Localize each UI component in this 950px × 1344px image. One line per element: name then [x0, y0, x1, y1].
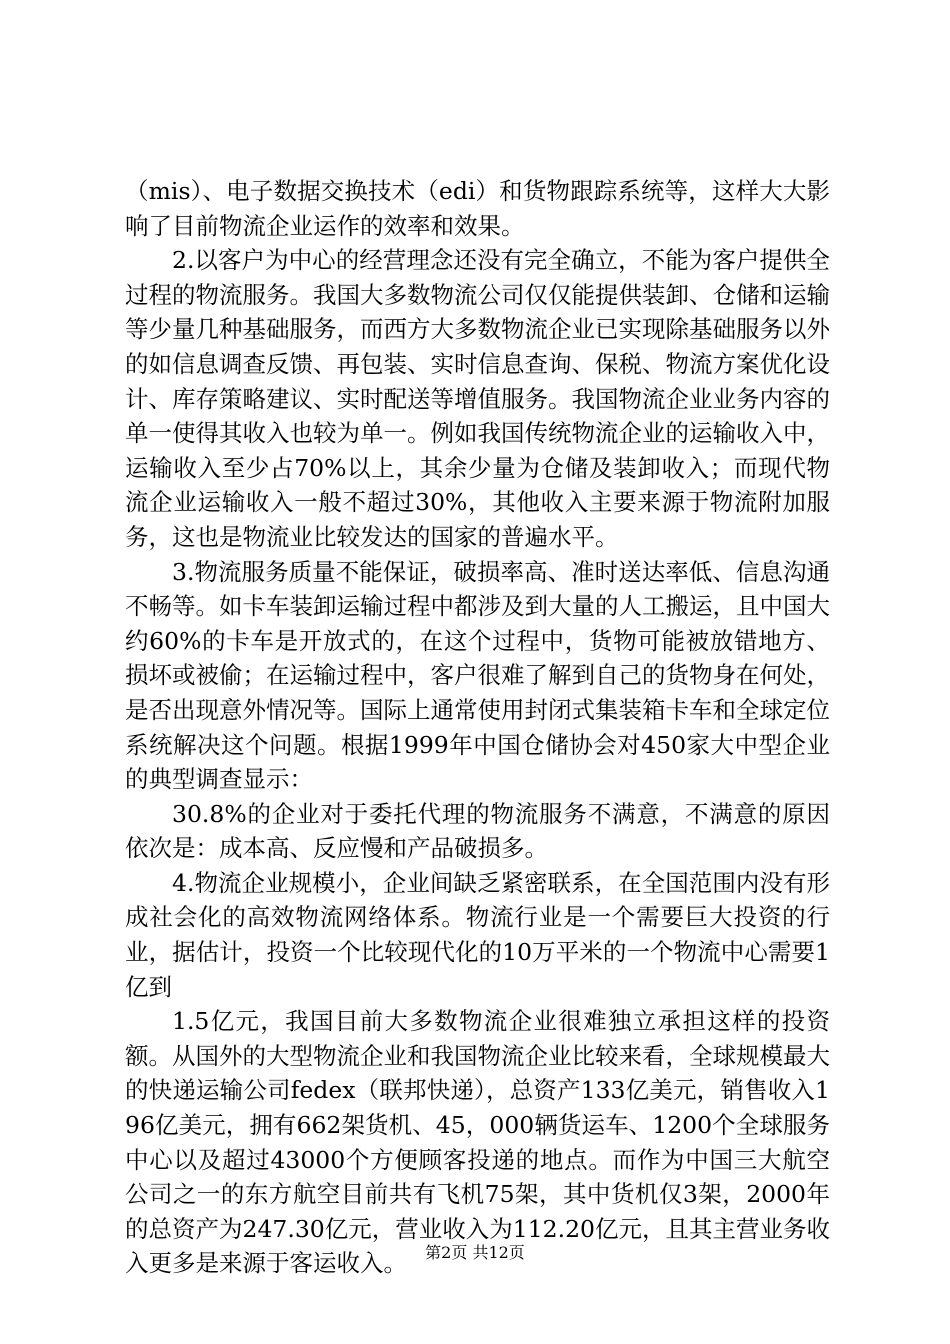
paragraph-4: 30.8%的企业对于委托代理的物流服务不满意，不满意的原因依次是：成本高、反应慢和产品破损多。 [125, 799, 830, 863]
paragraph-2: 2.以客户为中心的经营理念还没有完全确立，不能为客户提供全过程的物流服务。我国大多数物流公司仅仅能提供装卸、仓储和运输等少量几种基础服务，而西方大多数物流企业已实现除基础服务以外的如信息调查反馈、再包装、实时信息查询、保税、物流方案优化设计、库存策略建议、实时配送等增值服务。我国物流企业业务内容的单一使得其收入也较为单一。例如我国传统物流企业的运输收入中，运输收入至少占70%以上，其余少量为仓储及装卸收入；而现代物流企业运输收入一般不超过30%，其他收入主要来源于物流附加服务，这也是物流业比较发达的国家的普遍水平。 [125, 246, 830, 551]
document-body [125, 174, 830, 1281]
paragraph-5: 4.物流企业规模小，企业间缺乏紧密联系，在全国范围内没有形成社会化的高效物流网络体系。物流行业是一个需要巨大投资的行业，据估计，投资一个比较现代化的10万平米的一个物流中心需要1亿到 [125, 868, 830, 1001]
paragraph-3: 3.物流服务质量不能保证，破损率高、准时送达率低、信息沟通不畅等。如卡车装卸运输过程中都涉及到大量的人工搬运，且中国大约60%的卡车是开放式的，在这个过程中，货物可能被放错地方、损坏或被偷；在运输过程中，客户很难了解到自己的货物身在何处，是否出现意外情况等。国际上通常使用封闭式集装箱卡车和全球定位系统解决这个问题。根据1999年中国仓储协会对450家大中型企业的典型调查显示： [125, 557, 830, 794]
paragraph-6: 1.5亿元，我国目前大多数物流企业很难独立承担这样的投资额。从国外的大型物流企业和我国物流企业比较来看，全球规模最大的快递运输公司fedex（联邦快递），总资产133亿美元，销售收入196亿美元，拥有662架货机、45，000辆货运车、1200个全球服务中心以及超过43000个方便顾客投递的地点。而作为中国三大航空公司之一的东方航空目前共有飞机75架，其中货机仅3架，2000年的总资产为247.30亿元，营业收入为112.20亿元，且其主营业务收入更多是来源于客运收入。 [125, 1007, 830, 1278]
page-number-footer: 第2页 共12页 [425, 1243, 525, 1262]
paragraph-1: （mis）、电子数据交换技术（edi）和货物跟踪系统等，这样大大影响了目前物流企业运作的效率和效果。 [125, 177, 830, 240]
